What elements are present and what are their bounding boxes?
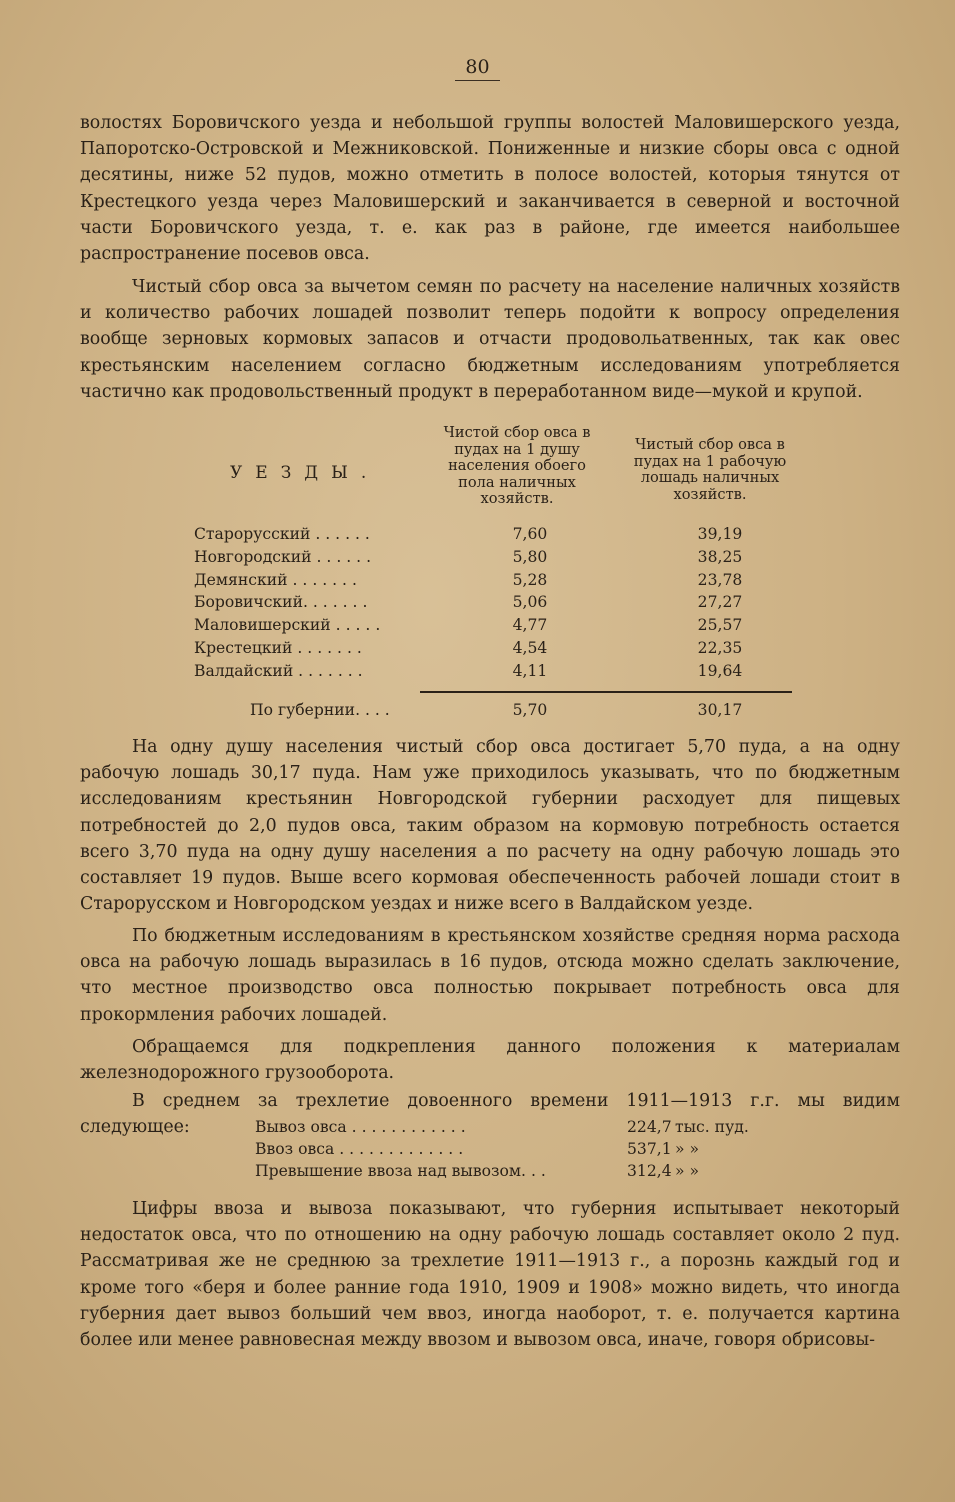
table-header: [190, 425, 800, 525]
paragraph-4: [80, 923, 900, 1028]
table-row: [190, 639, 800, 662]
per-capita-value: 4,11: [512, 661, 548, 680]
trade-unit: » »: [675, 1140, 700, 1158]
trade-label: Превышение ввоза над вывозом. . .: [255, 1162, 546, 1180]
table-total-row: [190, 701, 800, 724]
district-name: Боровичский. . . . . . .: [194, 593, 368, 612]
per-capita-value: 5,06: [512, 593, 548, 612]
per-capita-value: 4,54: [512, 638, 548, 657]
paragraph-5: [80, 1034, 900, 1086]
table-row: [190, 616, 800, 639]
trade-row: [255, 1118, 775, 1140]
district-name: Новгородский . . . . . .: [194, 547, 372, 566]
paragraph-3: [80, 734, 900, 917]
per-horse-value: 38,25: [697, 547, 743, 566]
per-horse-value: 25,57: [697, 616, 743, 635]
table-row: [190, 593, 800, 616]
per-capita-value: 5,28: [512, 570, 548, 589]
total-per-horse-value: 30,17: [697, 700, 743, 719]
district-name: Валдайский . . . . . . .: [194, 661, 363, 680]
per-horse-value: 39,19: [697, 525, 743, 543]
paragraph-text: По бюджетным исследованиям в крестьянском хозяйстве средняя норма расхода овса на рабочую лошадь выразилась в 16 пудов, отсюда можно сделать заключение, что местное производство овса полностью покрывает потребность овса для прокормления рабочих лошадей.: [80, 926, 900, 1025]
trade-row: [255, 1162, 775, 1184]
header-districts: УЕЗДЫ.: [230, 463, 380, 483]
paragraph-text: На одну душу населения чистый сбор овса достигает 5,70 пуда, а на одну рабочую лошадь 30,17 пуда. Нам уже приходилось указывать, что по бюджетным исследованиям крестьянин Новгородской губернии расходует для пищевых потребностей до 2,0 пудов овса, таким образом на кормовую потребность остается всего 3,70 пуда на одну душу населения а по расчету на одну рабочую лошадь это составляет 19 пудов. Выше всего кормовая обеспеченность рабочей лошади стоит в Старорусском и Новгородском уездах и ниже всего в Валдайском уезде.: [80, 737, 900, 915]
table-row: [190, 548, 800, 571]
paragraph-7: [80, 1196, 900, 1353]
per-horse-value: 22,35: [697, 638, 743, 657]
trade-value: 312,4: [627, 1162, 672, 1180]
table-row: [190, 525, 800, 548]
trade-label: Ввоз овса . . . . . . . . . . . . .: [255, 1140, 464, 1158]
trade-unit: » »: [675, 1162, 700, 1180]
paragraph-text: В среднем за трехлетие довоенного времени 1911—1913 г.г. мы видим следующее:: [80, 1091, 900, 1138]
paragraph-text: Обращаемся для подкрепления данного положения к материалам железнодорожного грузооборота.: [80, 1037, 900, 1084]
trade-unit: тыс. пуд.: [675, 1118, 749, 1136]
table-row: [190, 571, 800, 594]
table-total-rule: [420, 691, 792, 693]
district-name: Старорусский . . . . . .: [194, 525, 370, 543]
district-name: Крестецкий . . . . . . .: [194, 638, 362, 657]
trade-row: [255, 1140, 775, 1162]
header-per-capita: Чистой сбор овса в пудах на 1 душу населения обоего пола наличных хозяйств.: [443, 424, 591, 507]
per-horse-value: 23,78: [697, 570, 743, 589]
paragraph-text: волостях Боровичского уезда и небольшой группы волостей Маловишерского уезда, Папоротско-Островской и Межниковской. Пониженные и низкие сборы овса с одной десятины, ниже 52 пудов, можно отметить в полосе волостей, которыя тянутся от Крестецкого уезда через Маловишерский и заканчивается в северной и восточной части Боровичского уезда, т. е. как раз в районе, где имеется наибольшее распространение посевов овса.: [80, 113, 900, 265]
paragraph-2: [80, 274, 900, 405]
table-row: [190, 662, 800, 685]
per-capita-value: 4,77: [512, 616, 548, 635]
trade-summary: [255, 1118, 775, 1184]
paragraph-1: [80, 110, 900, 267]
trade-label: Вывоз овса . . . . . . . . . . . .: [255, 1118, 466, 1136]
per-capita-value: 7,60: [512, 525, 548, 543]
paragraph-text: Цифры ввоза и вывоза показывают, что губерния испытывает некоторый недостаток овса, что по отношению на одну рабочую лошадь составляет около 2 пуд. Рассматривая же не среднюю за трехлетие 1911—1913 г., а порознь каждый год и кроме того «беря и более ранние года 1910, 1909 и 1908» можно видеть, что иногда губерния дает вывоз больший чем ввоз, иногда наоборот, т. е. получается картина более или менее равновесная между ввозом и вывозом овса, иначе, говоря обрисовы-: [80, 1199, 900, 1351]
trade-value: 537,1: [627, 1140, 672, 1158]
page-number: 80: [0, 56, 955, 78]
per-horse-value: 19,64: [697, 661, 743, 680]
oats-per-capita-table: [190, 425, 800, 723]
per-horse-value: 27,27: [697, 593, 743, 612]
district-name: Демянский . . . . . . .: [194, 570, 357, 589]
total-per-capita-value: 5,70: [512, 700, 548, 719]
paragraph-text: Чистый сбор овса за вычетом семян по расчету на население наличных хозяйств и количество рабочих лошадей позволит теперь подойти к вопросу определения вообще зерновых кормовых запасов и отчасти продовольатвенных, так как овес крестьянским населением согласно бюджетным исследованиям употребляется частично как продовольственный продукт в переработанном виде—мукой и крупой.: [80, 277, 900, 402]
total-label: По губернии. . . .: [250, 700, 390, 719]
per-capita-value: 5,80: [512, 547, 548, 566]
trade-value: 224,7: [627, 1118, 672, 1136]
district-name: Маловишерский . . . . .: [194, 616, 381, 635]
header-per-horse: Чистый сбор овса в пудах на 1 рабочую лошадь наличных хозяйств.: [633, 436, 787, 503]
